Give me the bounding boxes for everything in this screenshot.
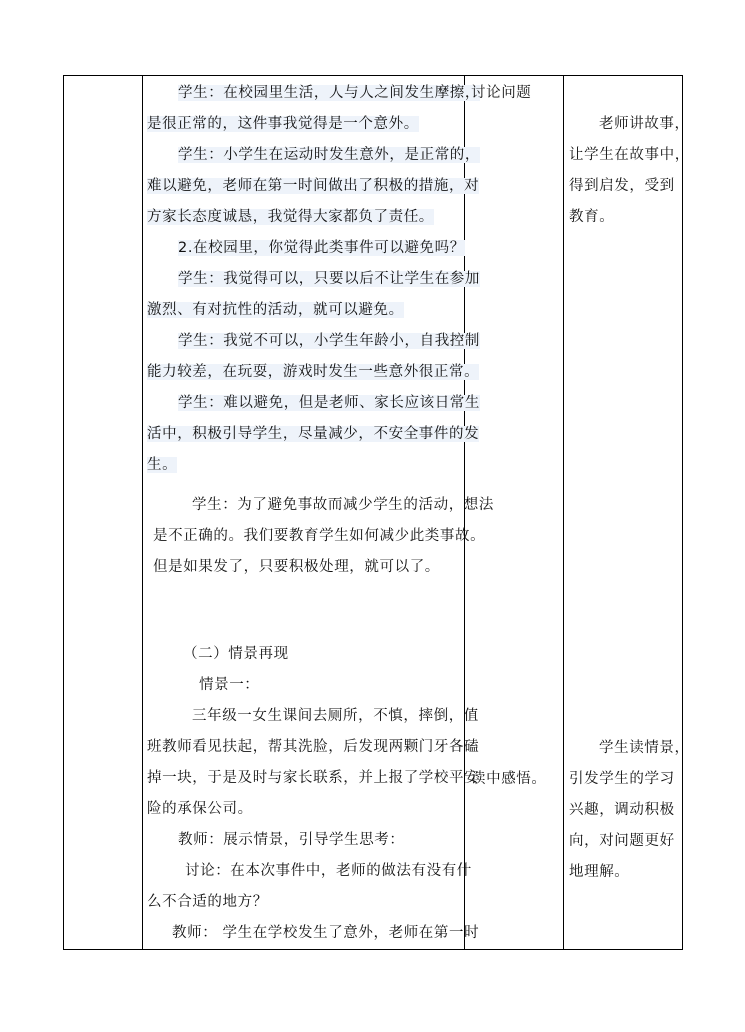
text-line [569,202,684,233]
line-text: 教师： 学生在学校发生了意外，老师在第一时 [172,925,480,941]
line-text: 讨论：在本次事件中，老师的做法有没有什 [185,863,472,879]
design-intent-column [569,78,690,888]
text-line [569,795,684,826]
column-divider [563,76,564,949]
text-line [147,264,480,295]
line-text: 学生：我觉不可以，小学生年龄小，自我控制 [178,333,480,349]
text-line [147,357,480,388]
line-text: 生。 [147,457,178,473]
line-text: 方家长态度诚恳，我觉得大家都负了责任。 [147,209,434,225]
line-text: 学生：我觉得可以，只要以后不让学生在参加 [178,271,480,287]
line-text: 教师：展示情景，引导学生思考： [178,832,405,848]
text-line [569,140,690,171]
line-text: 是很正常的，这件事我觉得是一个意外。 [147,116,419,132]
line-text: 学生读情景， [599,740,690,756]
text-line [147,202,463,233]
line-text: 激烈、有对抗性的活动，就可以避免。 [147,302,404,318]
column-divider [142,76,143,949]
text-line [147,918,480,949]
text-line [147,887,463,918]
line-text: 教育。 [569,209,615,225]
text-line [147,639,463,670]
discussion-block [147,78,480,481]
text-line [147,419,480,450]
line-text: 难以避免，老师在第一时间做出了积极的措施，对 [147,178,480,194]
text-line [147,140,480,171]
text-line [147,763,480,794]
student-activity-column [471,78,561,795]
line-text: 让学生在故事中， [569,147,690,163]
text-line [569,109,690,140]
text-line [147,490,494,521]
text-line [147,856,472,887]
text-line [147,109,463,140]
line-text: 学生：在校园里生活，人与人之间发生摩擦， [178,85,480,101]
text-line [147,794,463,825]
line-text: 三年级一女生课间去厕所，不慎，摔倒，值 [192,708,479,724]
line-text: 情景一： [199,677,260,693]
line-text: 地理解。 [569,864,630,880]
line-text: 2.在校园里，你觉得此类事件可以避免吗？ [178,240,465,256]
text-line [569,733,690,764]
line-text: 但是如果发了，只要积极处理，就可以了。 [153,559,440,575]
text-line [147,701,479,732]
text-line [569,171,684,202]
line-text: 老师讲故事， [599,116,690,132]
scenario-block [147,639,480,949]
text-line [147,388,480,419]
text-line [569,764,684,795]
line-text: 学生：为了避免事故而减少学生的活动，想法 [192,497,494,513]
text-line [147,521,486,552]
text-line [569,857,684,888]
line-text: 学生：难以避免，但是老师、家长应该日常生 [178,395,480,411]
text-line [147,326,480,357]
text-line [147,171,480,202]
line-text: 兴趣，调动积极 [569,802,675,818]
text-line [147,825,463,856]
line-text: 能力较差，在玩耍，游戏时发生一些意外很正常。 [147,364,480,380]
line-text: 么不合适的地方？ [147,894,268,910]
student-answer-block [147,490,494,583]
line-text: 是不正确的。我们要教育学生如何减少此类事故。 [153,528,486,544]
line-text: 活中，积极引导学生，尽量减少，不安全事件的发 [147,426,480,442]
text-line [569,826,684,857]
text-line [147,732,480,763]
text-line [147,670,463,701]
text-line [147,295,463,326]
activity-discuss: 讨论问题 [471,85,532,101]
text-line [147,450,463,481]
intent-bottom [569,733,690,888]
line-text: 学生：小学生在运动时发生意外，是正常的， [178,147,480,163]
intent-top [569,109,690,233]
teaching-process-column [147,78,494,949]
line-text: 得到启发，受到 [569,178,675,194]
line-text: 引发学生的学习 [569,771,675,787]
line-text: 班教师看见扶起，帮其洗脸，后发现两颗门牙各磕 [147,739,480,755]
text-line [147,78,480,109]
line-text: 掉一块，于是及时与家长联系，并上报了学校平安 [147,770,480,786]
line-text: 险的承保公司。 [147,801,253,817]
lesson-plan-table [63,75,690,950]
text-line [147,552,463,583]
line-text: （二）情景再现 [183,646,289,662]
text-line [147,233,463,264]
line-text: 向，对问题更好 [569,833,675,849]
activity-read: 读中感悟。 [471,771,547,787]
